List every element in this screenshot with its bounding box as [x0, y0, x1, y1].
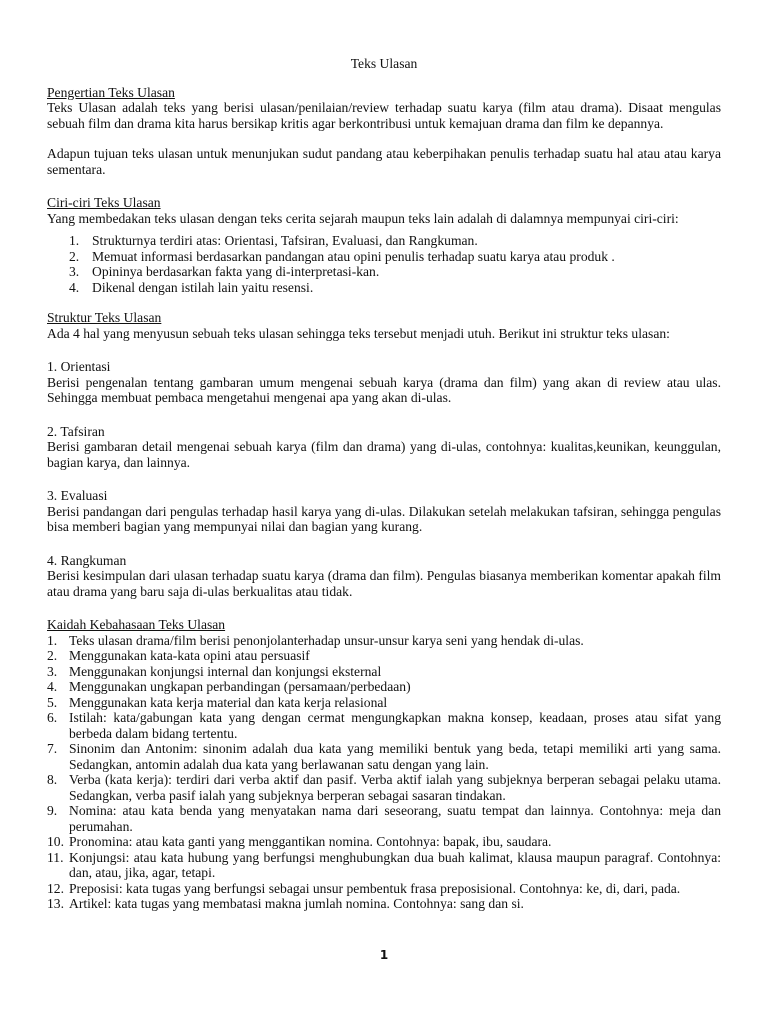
list-item: 13. Artikel: kata tugas yang membatasi makna jumlah nomina. Contohnya: sang dan si. — [47, 896, 524, 911]
paragraph-pengertian-1: Teks Ulasan adalah teks yang berisi ulasan/penilaian/review terhadap suatu karya (film atau drama). Disaat mengulas sebuah film dan drama kita harus bersikap kritis agar berkontribusi untuk kemajuan drama dan film ke depannya. — [47, 100, 721, 131]
list-item: 6. Istilah: kata/gabungan kata yang dengan cermat mengungkapkan makna konsep, keadaan, proses atau sifat yang berbeda dalam bidang tertentu. — [47, 710, 721, 741]
list-item: 12. Preposisi: kata tugas yang berfungsi sebagai unsur pembentuk frasa preposisional. Contohnya: ke, di, dari, pada. — [47, 880, 681, 896]
list-item: 4. Dikenal dengan istilah lain yaitu resensi. — [69, 279, 314, 295]
list-item: 3. Menggunakan konjungsi internal dan konjungsi eksternal — [47, 663, 382, 679]
list-item: 10. Pronomina: atau kata ganti yang menggantikan nomina. Contohnya: bapak, ibu, saudara. — [47, 834, 552, 849]
list-item: 4. Menggunakan ungkapan perbandingan (persamaan/perbedaan) — [47, 679, 411, 694]
section-orientasi-title: 1. Orientasi — [47, 359, 111, 374]
paragraph-ciri-intro: Yang membedakan teks ulasan dengan teks cerita sejarah maupun teks lain adalah di dalamnya mempunyai ciri-ciri: — [47, 210, 679, 226]
paragraph-struktur-intro: Ada 4 hal yang menyusun sebuah teks ulasan sehingga teks tersebut menjadi utuh. Berikut ini struktur teks ulasan: — [47, 325, 670, 341]
document-page — [47, 56, 721, 912]
heading-ciri: Ciri-ciri Teks Ulasan — [47, 195, 161, 210]
list-item: 1. Teks ulasan drama/film berisi penonjolanterhadap unsur-unsur karya seni yang hendak di-ulas. — [47, 632, 584, 648]
paragraph-pengertian-2: Adapun tujuan teks ulasan untuk menunjukan sudut pandang atau keberpihakan penulis terhadap suatu hal atau atau karya sementara. — [47, 146, 721, 177]
list-kaidah — [47, 633, 721, 912]
section-tafsiran-text: Berisi gambaran detail mengenai sebuah karya (film dan drama) yang di-ulas, contohnya: kualitas,keunikan, keunggulan, bagian karya, dan lainnya. — [47, 439, 721, 470]
section-rangkuman-text: Berisi kesimpulan dari ulasan terhadap suatu karya (drama dan film). Pengulas biasanya memberikan komentar apakah film atau drama yang baru saja di-ulas berkualitas atau tidak. — [47, 568, 721, 599]
section-tafsiran-title: 2. Tafsiran — [47, 423, 105, 439]
list-item: 9. Nomina: atau kata benda yang menyatakan nama dari seseorang, suatu tempat dan lainnya. Contohnya: meja dan perumahan. — [47, 803, 721, 834]
list-item: 2. Menggunakan kata-kata opini atau persuasif — [47, 648, 310, 663]
list-ciri — [47, 233, 721, 295]
page-number: 1 — [379, 948, 389, 962]
section-evaluasi-title: 3. Evaluasi — [47, 488, 108, 503]
list-item: 2. Memuat informasi berdasarkan pandangan atau opini penulis terhadap suatu karya atau produk . — [69, 248, 615, 264]
list-item: 1. Strukturnya terdiri atas: Orientasi, Tafsiran, Evaluasi, dan Rangkuman. — [69, 233, 478, 248]
section-evaluasi-text: Berisi pandangan dari pengulas terhadap hasil karya yang di-ulas. Dilakukan setelah melakukan tafsiran, sehingga pengulas bisa memberi bagian yang mempunyai nilai dan bagian yang kurang. — [47, 503, 721, 534]
document-title: Teks Ulasan — [350, 56, 418, 71]
section-rangkuman-title: 4. Rangkuman — [47, 552, 127, 568]
list-item: 7. Sinonim dan Antonim: sinonim adalah dua kata yang memiliki bentuk yang beda, tetapi memiliki arti yang sama. Sedangkan, antomin adalah dua kata yang berlawanan satu dengan yang lain. — [47, 741, 721, 772]
list-item: 8. Verba (kata kerja): terdiri dari verba aktif dan pasif. Verba aktif ialah yang subjeknya berperan sebagai pelaku utama. Sedangkan, verba pasif ialah yang subjeknya berperan sebagai sasaran tindakan. — [47, 772, 721, 803]
heading-kaidah: Kaidah Kebahasaan Teks Ulasan — [47, 617, 226, 632]
list-item: 11. Konjungsi: atau kata hubung yang berfungsi menghubungkan dua buah kalimat, klausa maupun paragraf. Contohnya: dan, atau, jika, agar, tetapi. — [47, 849, 721, 880]
list-item: 5. Menggunakan kata kerja material dan kata kerja relasional — [47, 694, 388, 710]
heading-struktur: Struktur Teks Ulasan — [47, 310, 162, 325]
list-item: 3. Opininya berdasarkan fakta yang di-interpretasi-kan. — [69, 264, 380, 279]
section-orientasi-text: Berisi pengenalan tentang gambaran umum mengenai sebuah karya (drama dan film) yang akan di review atau ulas. Sehingga membuat pembaca mengetahui mengenai apa yang akan di-ulas. — [47, 374, 721, 405]
heading-pengertian: Pengertian Teks Ulasan — [47, 84, 175, 100]
